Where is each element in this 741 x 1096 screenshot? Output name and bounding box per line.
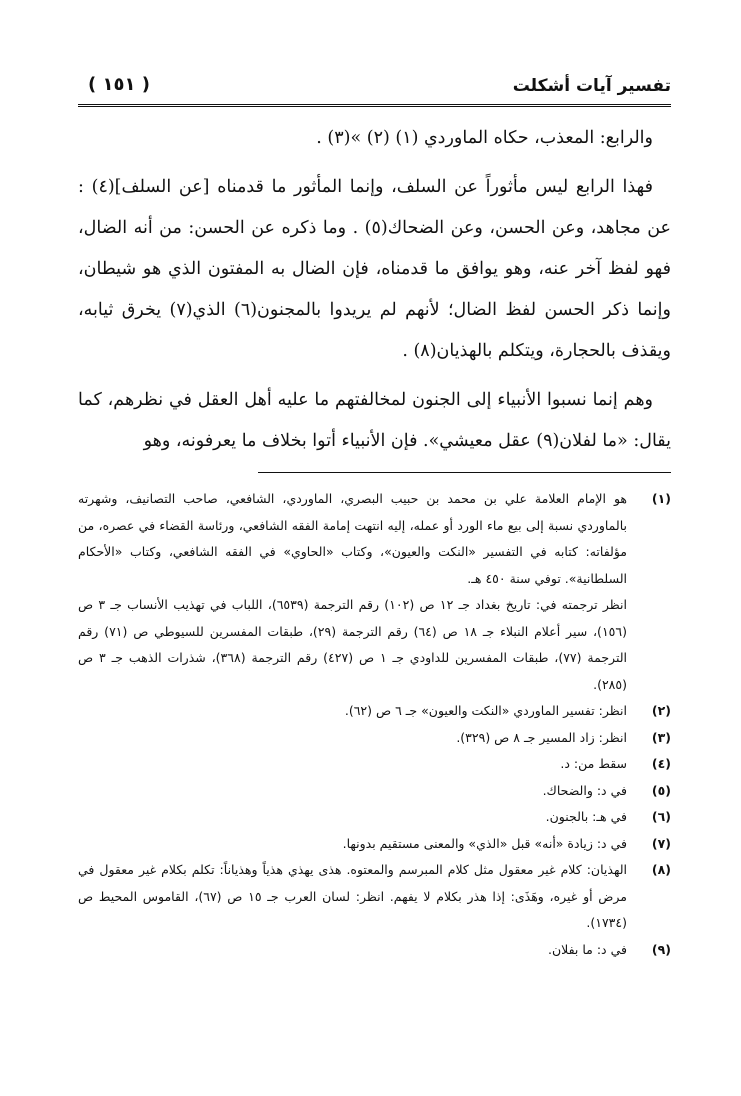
footnote-references: انظر ترجمته في: تاريخ بغداد جـ ١٢ ص (١٠٢) رقم الترجمة (٦٥٣٩)، اللباب في تهذيب الأنساب جـ ٣ ص (١٥٦)، سير أعلام النبلاء جـ ١٨ ص (٦٤) رقم الترجمة (٢٩)، طبقات المفسرين للسيوطي ص (٧١) رقم الترجمة (٧٧)، طبقات المفسرين للداودي جـ ١ ص (٤٢٧) رقم الترجمة (٣٦٨)، شذرات الذهب جـ ٣ ص (٢٨٥). xyxy=(78,597,627,692)
paragraph: وهم إنما نسبوا الأنبياء إلى الجنون لمخالفتهم ما عليه أهل العقل في نظرهم، كما يقال: «ما لفلان(٩) عقل معيشي». فإن الأنبياء أتوا بخلاف ما يعرفونه، وهو xyxy=(78,390,671,451)
paragraph: والرابع: المعذب، حكاه الماوردي (١) (٢) »(٣) . xyxy=(316,128,653,148)
footnote-text: انظر: تفسير الماوردي «النكت والعيون» جـ ٦ ص (٦٢). xyxy=(344,703,627,718)
footnote-number: (٨) xyxy=(651,862,671,877)
footnote xyxy=(78,698,671,725)
footnote xyxy=(78,486,671,698)
footnote-separator xyxy=(258,472,671,473)
footnote-number: (١) xyxy=(651,491,671,506)
footnote-text: الهذيان: كلام غير معقول مثل كلام المبرسم والمعتوه. هذى يهذي هذياً وهذياناً: تكلم بكلام غير معقول في مرض أو غيره، وهَذَى: إذا هذر بكلام لا يفهم. انظر: لسان العرب جـ ١٥ ص (٦٧)، القاموس المحيط ص (١٧٣٤). xyxy=(78,862,627,930)
footnote-text: انظر: زاد المسير جـ ٨ ص (٣٢٩). xyxy=(456,729,627,745)
footnotes-list xyxy=(78,486,671,963)
footnote-text: في د: والضحاك. xyxy=(542,782,627,798)
footnote xyxy=(78,857,671,937)
running-header xyxy=(78,70,671,107)
footnote xyxy=(78,831,671,858)
footnote-text: سقط من: د. xyxy=(560,756,627,771)
footnote-number: (٢) xyxy=(651,703,671,718)
footnote xyxy=(78,937,671,964)
book-title: تفسير آيات أشكلت xyxy=(512,76,671,96)
footnote xyxy=(78,804,671,831)
footnote-number: (٤) xyxy=(651,756,671,771)
footnote xyxy=(78,778,671,805)
main-text xyxy=(78,118,671,462)
footnote-text: في د: ما بفلان. xyxy=(547,941,627,957)
footnote xyxy=(78,751,671,778)
paragraph: فهذا الرابع ليس مأثوراً عن السلف، وإنما المأثور ما قدمناه [عن السلف](٤) : عن مجاهد، وعن الحسن، وعن الضحاك(٥) . وما ذكره عن الحسن: من أنه الضال، فهو لفظ آخر عنه، وهو يوافق ما قدمناه، فإن الضال به المفتون الذي هو شيطان، وإنما ذكر الحسن لفظ الضال؛ لأنهم لم يريدوا بالمجنون(٦) الذي(٧) يخرق ثيابه، ويقذف بالحجارة، ويتكلم بالهذيان(٨) . xyxy=(78,177,671,361)
footnote-text: في هـ: بالجنون. xyxy=(545,809,627,824)
footnote xyxy=(78,725,671,752)
footnote-number: (٩) xyxy=(651,941,671,957)
footnote-number: (٥) xyxy=(651,782,671,798)
footnote-number: (٦) xyxy=(651,809,671,824)
footnote-text: في د: زيادة «أنه» قبل «الذي» والمعنى مستقيم بدونها. xyxy=(342,835,627,851)
footnote-number: (٧) xyxy=(651,835,671,851)
footnote-number: (٣) xyxy=(651,729,671,745)
footnote-text: هو الإمام العلامة علي بن محمد بن حبيب البصري، الماوردي، الشافعي، صاحب التصانيف، وشهرته بالماوردي نسبة إلى بيع ماء الورد أو عمله، إليه انتهت إمامة الفقه الشافعي، ورئاسة القضاء في عصره، من مؤلفاته: كتابه في التفسير «النكت والعيون»، وكتاب «الحاوي» في الفقه الشافعي، وكتاب «الأحكام السلطانية». توفي سنة ٤٥٠ هـ. xyxy=(78,491,627,586)
page-number: ( ١٥١ ) xyxy=(88,74,150,95)
